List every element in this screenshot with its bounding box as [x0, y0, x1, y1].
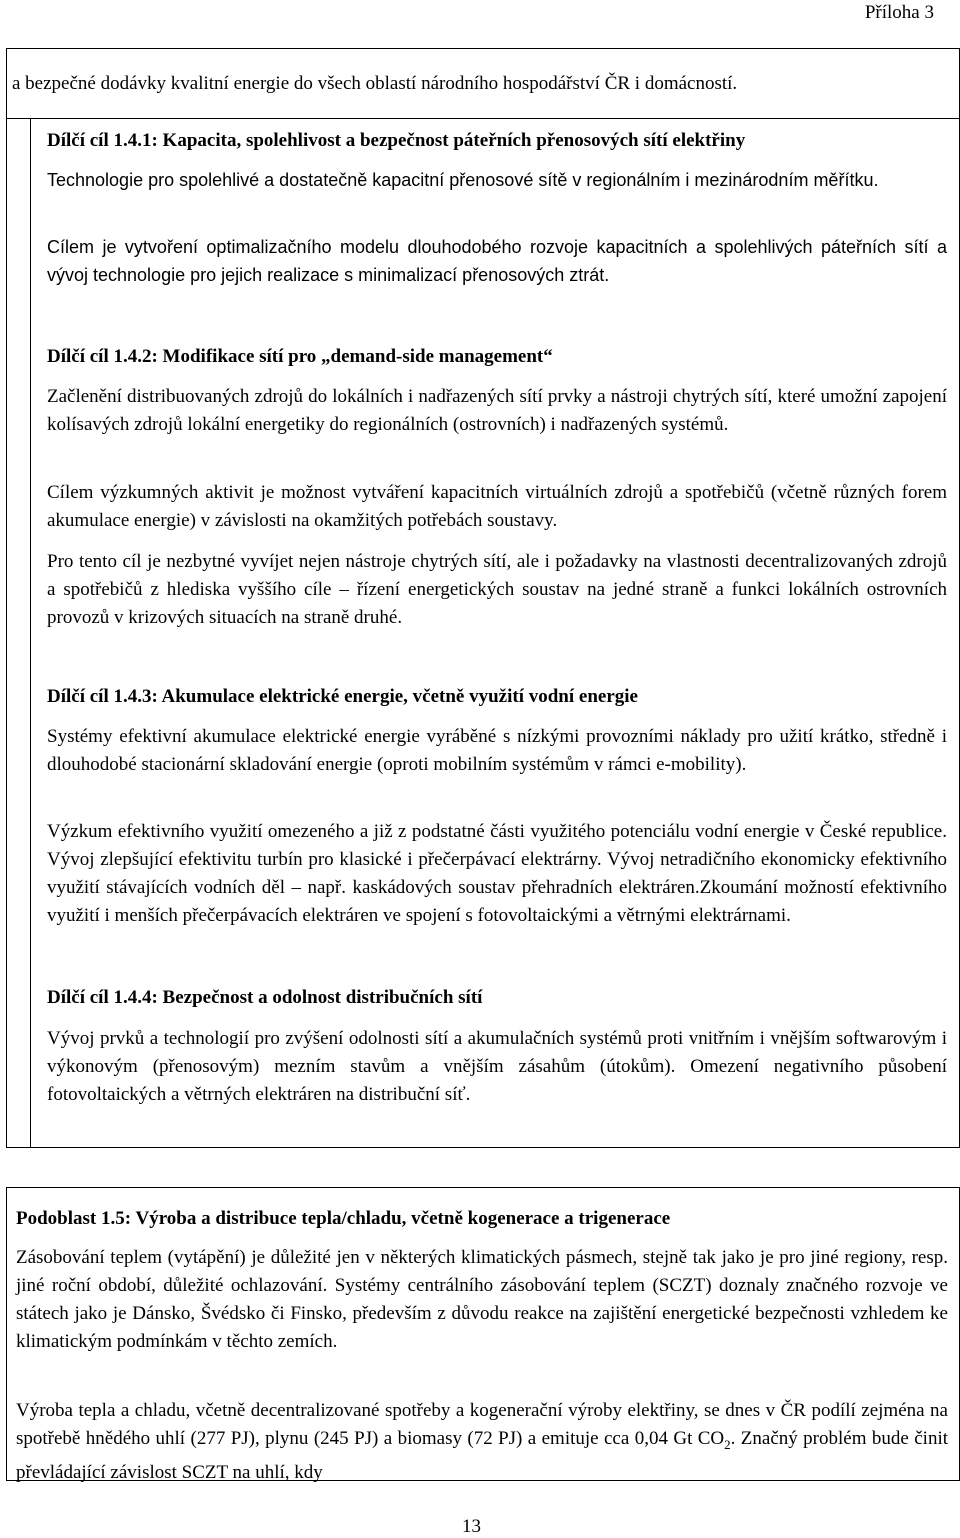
section-1-4-2-paragraph-3: Pro tento cíl je nezbytné vyvíjet nejen nástroje chytrých sítí, ale i požadavky na vlastnosti decentralizovaných zdrojů a spotřebičů z hlediska vyššího cíle – řízení energetických soustav na jedné straně a funkci lokálních ostrovních provozů v krizových situacích na straně druhé. [47, 551, 947, 628]
section-1-4-4-paragraph-1: Vývoj prvků a technologií pro zvýšení odolnosti sítí a akumulačních systémů proti vnitřním i vnějším softwarovým i výkonovým (přenosovým) mezním stavům a vnějším zásahům (útokům). Omezení negativního působení fotovoltaických a větrných elektráren na distribuční síť. [47, 1028, 947, 1105]
section-heading-1-4-2: Dílčí cíl 1.4.2: Modifikace sítí pro „demand-side management“ [47, 346, 553, 367]
subarea-paragraph-2-end: . Značný problém bude činit převládající závislost SCZT na uhlí, kdy [16, 1428, 949, 1483]
page-header-label: Příloha 3 [864, 2, 934, 23]
subarea-paragraph-2-text: Výroba tepla a chladu, včetně decentralizované spotřeby a kogenerační výroby elektřiny, se dnes v ČR podílí zejména na spotřebě hnědého uhlí (277 PJ), plynu (245 PJ) a biomasy (72 PJ) a emituje cca 0,04 Gt CO [16, 1400, 948, 1449]
co2-subscript: 2 [724, 1436, 731, 1452]
section-1-4-2-paragraph-1: Začlenění distribuovaných zdrojů do lokálních i nadřazených sítí prvky a nástroji chytrých sítí, které umožní zapojení kolísavých zdrojů lokální energetiky do regionálních (ostrovních) i nadřazených systémů. [47, 386, 947, 435]
section-heading-1-4-3: Dílčí cíl 1.4.3: Akumulace elektrické energie, včetně využití vodní energie [47, 686, 638, 707]
page-number: 13 [462, 1516, 481, 1537]
subarea-paragraph-1: Zásobování teplem (vytápění) je důležité jen v některých klimatických pásmech, stejně tak jako je pro jiné regiony, resp. jiné roční období, důležité ochlazování. Systémy centrálního zásobování teplem (SCZT) doznaly značného rozvoje ve státech jako je Dánsko, Švédsko či Finsko, především z důvodu reakce na zajištění energetické bezpečnosti vzhledem ke klimatickým podmínkám v těchto zemích. [16, 1247, 948, 1352]
section-1-4-1-paragraph-2: Cílem je vytvoření optimalizačního modelu dlouhodobého rozvoje kapacitních a spolehlivých páteřních sítí a vývoj technologie pro jejich realizace s minimalizací přenosových ztrát. [47, 237, 947, 285]
subarea-paragraph-2 [16, 1397, 948, 1487]
subarea-heading: Podoblast 1.5: Výroba a distribuce tepla/chladu, včetně kogenerace a trigenerace [16, 1208, 671, 1229]
intro-text: a bezpečné dodávky kvalitní energie do všech oblastí národního hospodářství ČR i domácností. [12, 73, 738, 94]
section-heading-1-4-4: Dílčí cíl 1.4.4: Bezpečnost a odolnost distribučních sítí [47, 987, 483, 1008]
table-row-separator [6, 118, 960, 119]
section-heading-1-4-1: Dílčí cíl 1.4.1: Kapacita, spolehlivost a bezpečnost páteřních přenosových sítí elektřiny [47, 130, 746, 151]
table-column-divider [30, 118, 31, 1148]
section-1-4-1-paragraph-1: Technologie pro spolehlivé a dostatečně kapacitní přenosové sítě v regionálním i mezinárodním měřítku. [47, 170, 879, 190]
section-1-4-2-paragraph-2: Cílem výzkumných aktivit je možnost vytváření kapacitních virtuálních zdrojů a spotřebičů (včetně různých forem akumulace energie) v závislosti na okamžitých potřebách soustavy. [47, 482, 947, 531]
section-1-4-3-paragraph-2: Výzkum efektivního využití omezeného a již z podstatné části využitého potenciálu vodní energie v České republice. Vývoj zlepšující efektivitu turbín pro klasické i přečerpávací elektrárny. Vývoj netradičního ekonomicky efektivního využití stávajících vodních děl – např. kaskádových soustav přehradních elektráren.Zkoumání možností efektivního využití i menších přečerpávacích elektráren ve spojení s fotovoltaickými a větrnými elektrárnami. [47, 821, 947, 926]
section-1-4-3-paragraph-1: Systémy efektivní akumulace elektrické energie vyráběné s nízkými provozními náklady pro užití krátko, středně i dlouhodobé stacionární skladování energie (oproti mobilním systémům v rámci e-mobility). [47, 726, 947, 775]
